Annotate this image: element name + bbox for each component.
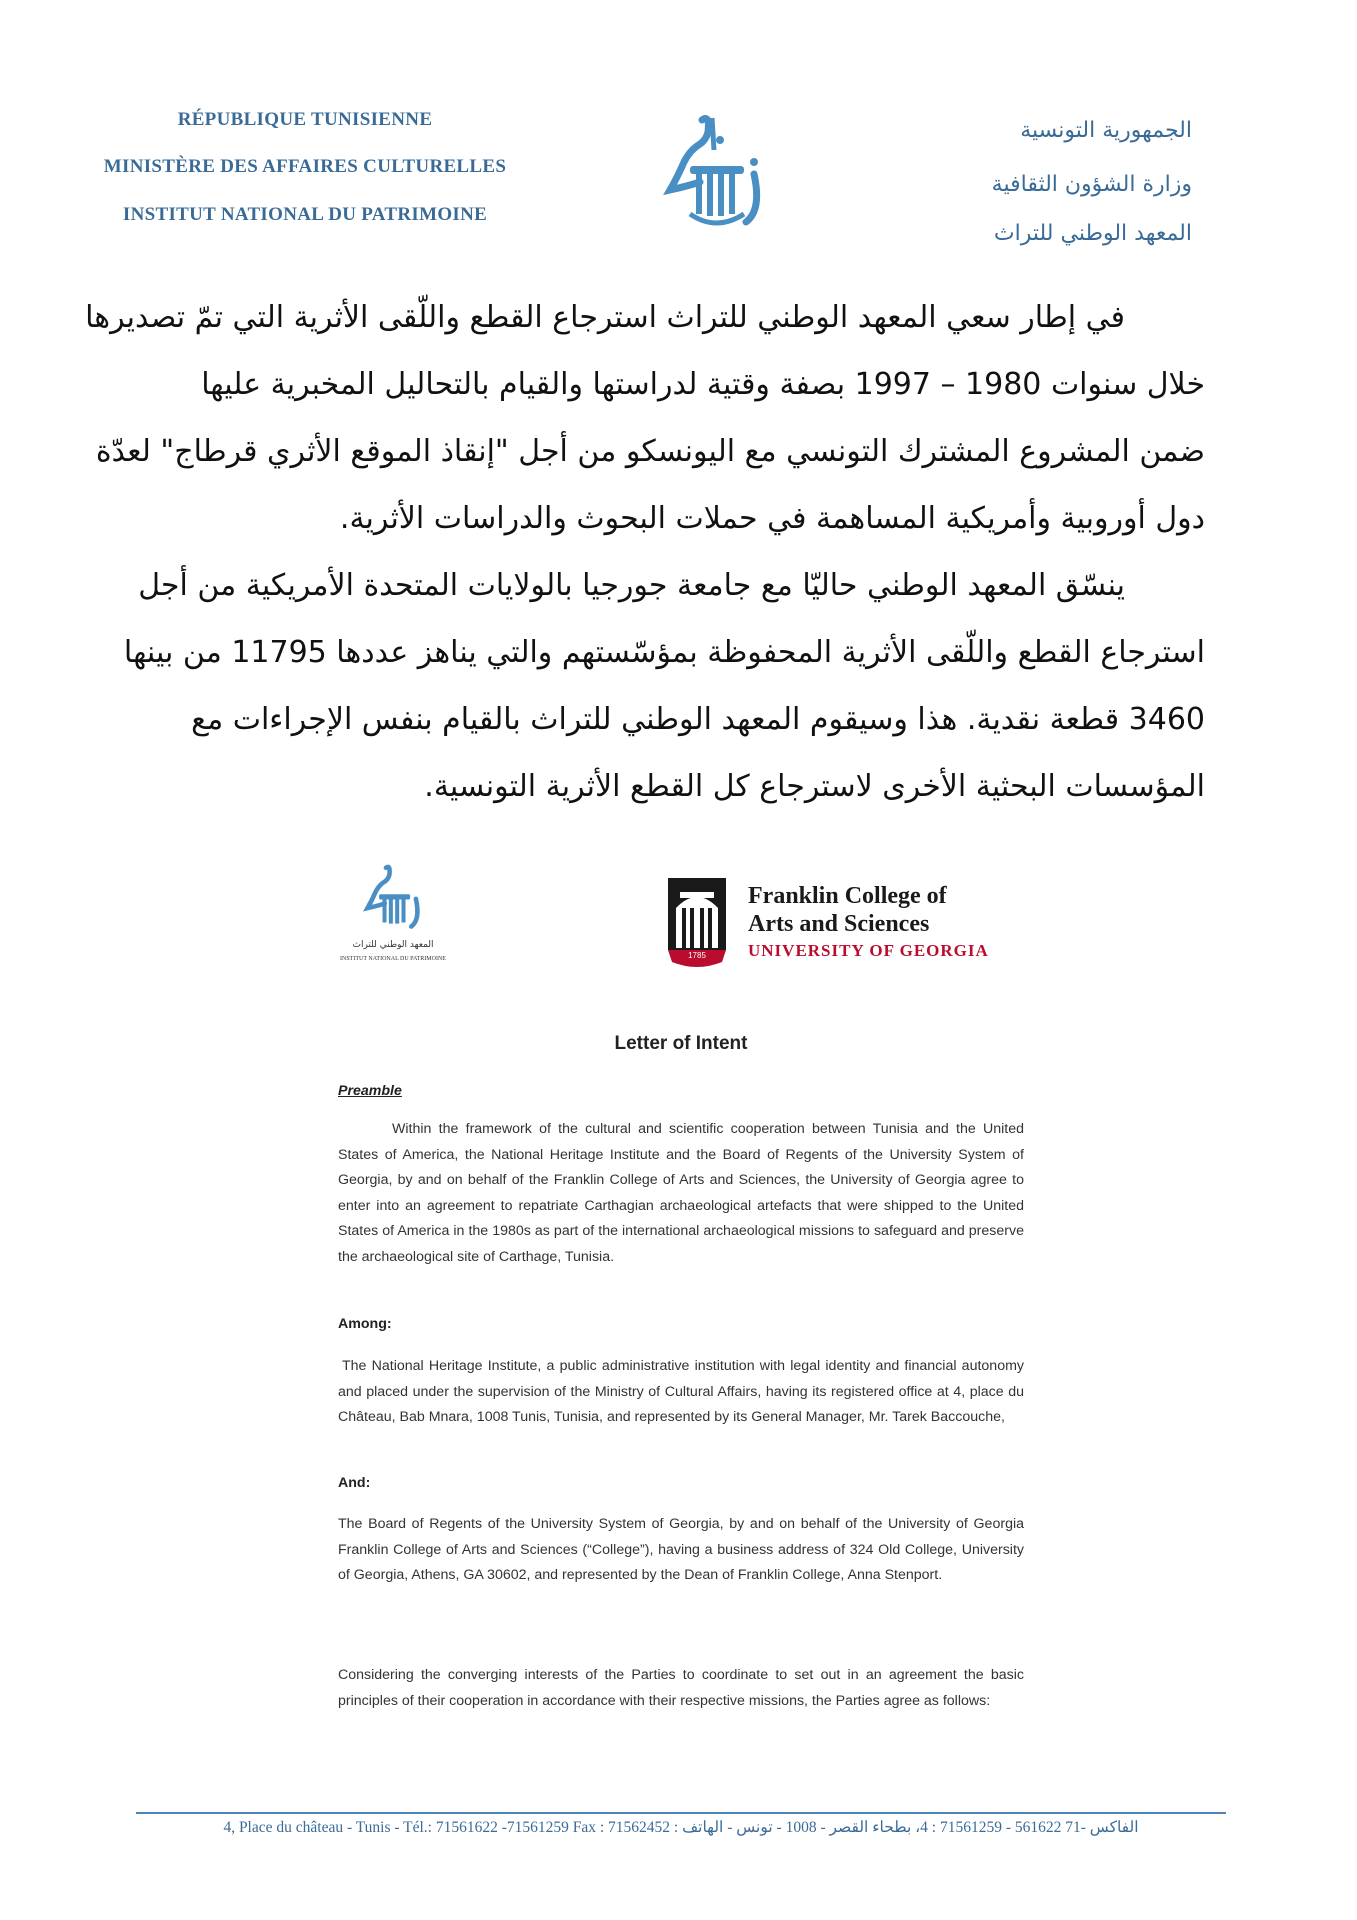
uga-university-name: UNIVERSITY OF GEORGIA — [748, 941, 989, 960]
inp-small-logo — [338, 862, 448, 972]
uga-title-line1: Franklin College of — [748, 883, 947, 909]
arabic-body-line-7: 3460 قطعة نقدية. هذا وسيقوم المعهد الوطني للتراث بالقيام بنفس الإجراءات مع — [191, 702, 1205, 737]
arabic-body-line-8: المؤسسات البحثية الأخرى لاسترجاع كل القطع الأثرية التونسية. — [424, 769, 1205, 804]
and-heading: And: — [338, 1475, 371, 1491]
uga-title-line2: Arts and Sciences — [748, 911, 930, 937]
preamble-text: Within the framework of the cultural and scientific cooperation between Tunisia and the United States of America, the National Heritage Institute and the Board of Regents of the University System of Georgia, by and on behalf of the Franklin College of Arts and Sciences, the University of Georgia agree to enter into an agreement to repatriate Carthagian archaeological artefacts that were shipped to the United States of America in the 1980s as part of the international archaeological missions to safeguard and preserve the archaeological site of Carthage, Tunisia. — [338, 1121, 1024, 1265]
and-text: The Board of Regents of the University System of Georgia, by and on behalf of the University of Georgia Franklin College of Arts and Sciences (“College”), having a business address of 324 Old College, University of Georgia, Athens, GA 30602, and represented by the Dean of Franklin College, Anna Stenport. — [338, 1516, 1024, 1584]
letterhead-ar-institute: المعهد الوطني للتراث — [993, 221, 1192, 246]
among-heading: Among: — [338, 1316, 392, 1332]
footer-address: 4, Place du château - Tunis - Tél.: 71561622 -71561259 Fax : 71562452 : الفاكس -71 561622 - 71561259 : 4، بطحاء القصر - 1008 - تونس - الهاتف — [223, 1819, 1139, 1836]
letterhead-fr-republic: RÉPUBLIQUE TUNISIENNE — [177, 109, 433, 130]
inp-small-logo-caption-ar: المعهد الوطني للتراث — [352, 940, 434, 950]
inp-small-logo-icon — [356, 862, 428, 934]
arabic-body-line-1: في إطار سعي المعهد الوطني للتراث استرجاع القطع واللّقى الأثرية التي تمّ تصديرها — [85, 300, 1125, 335]
letterhead-ar-republic: الجمهورية التونسية — [1020, 118, 1192, 143]
among-text: The National Heritage Institute, a public administrative institution with legal identity and financial autonomy and placed under the supervision of the Ministry of Cultural Affairs, having its registered office at 4, place du Château, Bab Mnara, 1008 Tunis, Tunisia, and represented by its General Manager, Mr. Tarek Baccouche, — [338, 1358, 1024, 1426]
footer-divider — [136, 1812, 1226, 1814]
uga-franklin-logo — [668, 878, 1028, 970]
arabic-body-line-5: ينسّق المعهد الوطني حاليّا مع جامعة جورجيا بالولايات المتحدة الأمريكية من أجل — [138, 568, 1125, 603]
arabic-body-line-6: استرجاع القطع واللّقى الأثرية المحفوظة بمؤسّستهم والتي يناهز عددها 11795 من بينها — [123, 635, 1205, 670]
uga-year: 1785 — [688, 951, 706, 960]
arabic-body-line-2: خلال سنوات 1980 – 1997 بصفة وقتية لدراستها والقيام بالتحاليل المخبرية عليها — [201, 367, 1205, 402]
considering-text: Considering the converging interests of the Parties to coordinate to set out in an agreement the basic principles of their cooperation in accordance with their respective missions, the Parties agree as follows: — [338, 1667, 1024, 1709]
letter-title: Letter of Intent — [614, 1033, 748, 1054]
letterhead-fr-ministry: MINISTÈRE DES AFFAIRES CULTURELLES — [103, 156, 507, 177]
preamble-heading: Preamble — [338, 1083, 402, 1099]
arabic-body-line-4: دول أوروبية وأمريكية المساهمة في حملات البحوث والدراسات الأثرية. — [339, 501, 1205, 536]
inp-small-logo-caption-fr: INSTITUT NATIONAL DU PATRIMOINE — [340, 956, 446, 962]
letterhead-ar-ministry: وزارة الشؤون الثقافية — [991, 172, 1192, 197]
arabic-body-line-3: ضمن المشروع المشترك التونسي مع اليونسكو من أجل "إنقاذ الموقع الأثري قرطاج" لعدّة — [95, 434, 1205, 469]
letterhead-fr-institute: INSTITUT NATIONAL DU PATRIMOINE — [122, 204, 488, 225]
inp-logo-icon — [650, 110, 775, 235]
